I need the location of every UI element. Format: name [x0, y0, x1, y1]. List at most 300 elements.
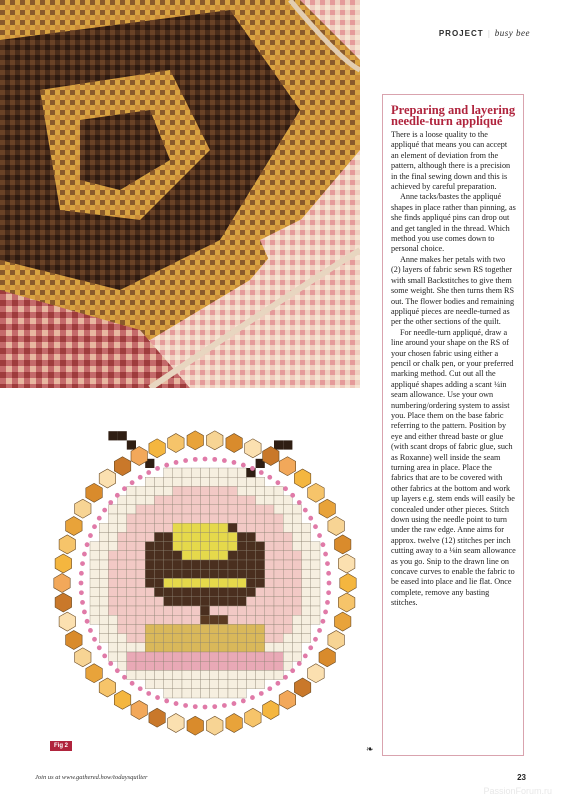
- grid-cell: [302, 606, 311, 615]
- border-hexagon: [263, 701, 279, 720]
- ring-dot: [193, 457, 198, 462]
- grid-cell: [219, 643, 228, 652]
- grid-cell: [108, 542, 117, 551]
- grid-cell: [237, 643, 246, 652]
- grid-cell: [210, 514, 219, 523]
- grid-cell: [246, 496, 255, 505]
- grid-cell: [265, 597, 274, 606]
- grid-cell: [145, 505, 154, 514]
- grid-cell: [136, 496, 145, 505]
- grid-cell: [191, 624, 200, 633]
- page-header: [439, 28, 530, 38]
- grid-cell: [228, 634, 237, 643]
- grid-cell: [127, 560, 136, 569]
- border-hexagon: [131, 701, 147, 720]
- grid-cell: [154, 634, 163, 643]
- border-hexagon: [279, 690, 296, 709]
- grid-cell: [292, 551, 301, 560]
- grid-cell: [292, 588, 301, 597]
- grid-cell: [136, 532, 145, 541]
- grid-cell: [237, 551, 246, 560]
- grid-cell: [90, 588, 99, 597]
- grid-cell: [210, 615, 219, 624]
- grid-cell: [182, 560, 191, 569]
- grid-cell: [182, 514, 191, 523]
- ring-dot: [138, 686, 143, 691]
- grid-cell: [136, 505, 145, 514]
- grid-cell: [228, 652, 237, 661]
- ring-dot: [82, 552, 87, 557]
- grid-cell: [292, 560, 301, 569]
- grid-cell: [219, 670, 228, 679]
- ring-dot: [183, 458, 188, 463]
- grid-cell: [256, 606, 265, 615]
- grid-cell: [246, 670, 255, 679]
- grid-cell: [164, 680, 173, 689]
- grid-cell: [191, 689, 200, 698]
- grid-cell: [99, 542, 108, 551]
- grid-cell: [256, 560, 265, 569]
- border-hexagon: [114, 457, 131, 476]
- grid-cell: [311, 551, 320, 560]
- grid-cell: [302, 624, 311, 633]
- grid-cell: [145, 523, 154, 532]
- border-hexagon: [168, 434, 184, 453]
- grid-cell: [302, 588, 311, 597]
- grid-cell: [164, 634, 173, 643]
- grid-cell: [265, 560, 274, 569]
- border-hexagon: [86, 483, 103, 502]
- grid-cell: [228, 689, 237, 698]
- grid-cell: [154, 523, 163, 532]
- grid-cell: [191, 578, 200, 587]
- grid-cell: [173, 560, 182, 569]
- grid-cell: [274, 523, 283, 532]
- grid-cell: [145, 597, 154, 606]
- grid-cell: [246, 680, 255, 689]
- grid-cell: [219, 689, 228, 698]
- grid-cell: [90, 569, 99, 578]
- grid-cell: [182, 468, 191, 477]
- grid-cell: [219, 496, 228, 505]
- grid-cell: [145, 578, 154, 587]
- grid-cell: [274, 634, 283, 643]
- grid-cell: [246, 588, 255, 597]
- grid-cell: [219, 597, 228, 606]
- grid-cell: [164, 486, 173, 495]
- grid-cell: [182, 569, 191, 578]
- grid-cell: [265, 670, 274, 679]
- grid-cell: [99, 578, 108, 587]
- grid-cell: [228, 523, 237, 532]
- grid-cell: [210, 532, 219, 541]
- grid-cell: [173, 606, 182, 615]
- grid-cell: [127, 661, 136, 670]
- bee-pattern-chart: [46, 418, 364, 736]
- grid-cell: [256, 523, 265, 532]
- grid-cell: [99, 597, 108, 606]
- grid-cell: [173, 514, 182, 523]
- grid-cell: [136, 569, 145, 578]
- ring-dot: [297, 661, 302, 666]
- grid-cell: [118, 588, 127, 597]
- border-hexagon: [59, 535, 75, 554]
- grid-cell: [219, 606, 228, 615]
- grid-cell: [219, 578, 228, 587]
- grid-cell: [256, 569, 265, 578]
- quilt-photo: [0, 0, 360, 388]
- grid-cell: [182, 634, 191, 643]
- grid-cell: [200, 486, 209, 495]
- ring-dot: [297, 500, 302, 505]
- grid-cell: [127, 551, 136, 560]
- grid-cell: [256, 652, 265, 661]
- grid-cell: [246, 615, 255, 624]
- grid-cell: [200, 551, 209, 560]
- border-hexagon: [226, 714, 242, 733]
- ring-dot: [164, 699, 169, 704]
- grid-cell: [256, 477, 265, 486]
- grid-cell: [219, 551, 228, 560]
- grid-cell: [219, 486, 228, 495]
- grid-cell: [237, 652, 246, 661]
- grid-cell: [292, 652, 301, 661]
- figure-label: Fig 2: [50, 741, 72, 751]
- grid-cell: [283, 643, 292, 652]
- grid-cell: [136, 523, 145, 532]
- grid-cell: [191, 606, 200, 615]
- grid-cell: [191, 505, 200, 514]
- grid-cell: [136, 606, 145, 615]
- grid-cell: [228, 468, 237, 477]
- grid-cell: [265, 542, 274, 551]
- grid-cell: [210, 486, 219, 495]
- grid-cell: [200, 689, 209, 698]
- ring-dot: [79, 571, 84, 576]
- grid-cell: [210, 578, 219, 587]
- grid-cell: [265, 661, 274, 670]
- grid-cell: [274, 560, 283, 569]
- grid-cell: [145, 670, 154, 679]
- grid-cell: [237, 514, 246, 523]
- grid-cell: [182, 505, 191, 514]
- ring-dot: [326, 590, 331, 595]
- border-hexagon: [187, 716, 204, 735]
- grid-cell: [118, 634, 127, 643]
- grid-cell: [292, 597, 301, 606]
- grid-cell: [265, 615, 274, 624]
- grid-cell: [154, 569, 163, 578]
- grid-cell: [210, 477, 219, 486]
- grid-cell: [200, 523, 209, 532]
- border-hexagon: [149, 439, 165, 458]
- grid-cell: [283, 523, 292, 532]
- border-hexagon: [187, 431, 204, 450]
- border-hexagon: [54, 574, 70, 593]
- grid-cell: [173, 624, 182, 633]
- grid-cell: [256, 578, 265, 587]
- grid-cell: [292, 615, 301, 624]
- grid-cell: [173, 523, 182, 532]
- grid-cell: [210, 505, 219, 514]
- ring-dot: [326, 571, 331, 576]
- grid-cell: [136, 588, 145, 597]
- grid-cell: [99, 588, 108, 597]
- article-paragraph-2: Anne tacks/bastes the appliqué shapes in place rather than pinning, as she finds appliqué pins can drop out and get tangled in the thread. Which method you use comes down to personal choice.: [391, 192, 516, 254]
- grid-cell: [182, 477, 191, 486]
- grid-cell: [200, 514, 209, 523]
- watermark: PassionForum.ru: [483, 786, 552, 796]
- grid-cell: [219, 477, 228, 486]
- grid-cell: [136, 486, 145, 495]
- grid-cell: [164, 615, 173, 624]
- ring-dot: [174, 460, 179, 465]
- grid-cell: [127, 643, 136, 652]
- border-hexagon: [168, 714, 184, 733]
- grid-cell: [210, 496, 219, 505]
- grid-cell: [228, 569, 237, 578]
- grid-cell: [154, 615, 163, 624]
- grid-cell: [90, 560, 99, 569]
- grid-cell: [99, 569, 108, 578]
- grid-cell: [154, 486, 163, 495]
- grid-cell: [210, 551, 219, 560]
- grid-cell: [237, 615, 246, 624]
- grid-cell: [292, 624, 301, 633]
- grid-cell: [154, 606, 163, 615]
- grid-cell: [200, 652, 209, 661]
- grid-cell: [246, 597, 255, 606]
- grid-cell: [90, 551, 99, 560]
- grid-cell: [145, 532, 154, 541]
- ring-dot: [313, 637, 318, 642]
- ring-dot: [138, 475, 143, 480]
- ring-dot: [308, 516, 313, 521]
- border-hexagon: [99, 678, 115, 697]
- grid-cell: [182, 486, 191, 495]
- grid-cell: [274, 551, 283, 560]
- grid-cell: [164, 578, 173, 587]
- grid-cell: [118, 532, 127, 541]
- grid-cell: [191, 551, 200, 560]
- grid-cell: [228, 597, 237, 606]
- grid-cell: [164, 477, 173, 486]
- grid-cell: [136, 560, 145, 569]
- grid-cell: [283, 560, 292, 569]
- grid-cell: [256, 496, 265, 505]
- grid-cell: [228, 505, 237, 514]
- grid-cell: [265, 652, 274, 661]
- grid-cell: [164, 569, 173, 578]
- border-hexagon: [245, 708, 261, 727]
- grid-cell: [283, 514, 292, 523]
- grid-cell: [191, 496, 200, 505]
- grid-cell: [256, 643, 265, 652]
- grid-cell: [265, 505, 274, 514]
- grid-cell: [265, 588, 274, 597]
- border-hexagon: [308, 664, 325, 683]
- grid-cell: [246, 624, 255, 633]
- grid-cell: [154, 505, 163, 514]
- grid-cell: [265, 532, 274, 541]
- grid-cell: [164, 496, 173, 505]
- ring-dot: [130, 681, 135, 686]
- ring-dot: [80, 561, 85, 566]
- grid-cell: [118, 643, 127, 652]
- grid-cell: [127, 523, 136, 532]
- grid-cell: [127, 578, 136, 587]
- grid-cell: [246, 634, 255, 643]
- grid-cell: [302, 551, 311, 560]
- grid-cell: [164, 542, 173, 551]
- ring-dot: [85, 619, 90, 624]
- grid-cell: [164, 588, 173, 597]
- grid-cell: [283, 615, 292, 624]
- grid-cell: [127, 542, 136, 551]
- grid-cell: [118, 560, 127, 569]
- grid-cell: [164, 643, 173, 652]
- grid-cell: [154, 652, 163, 661]
- grid-cell: [108, 634, 117, 643]
- border-hexagon: [99, 469, 115, 488]
- grid-cell: [265, 624, 274, 633]
- grid-cell: [302, 523, 311, 532]
- grid-cell: [274, 670, 283, 679]
- ring-dot: [85, 542, 90, 547]
- grid-cell: [237, 468, 246, 477]
- ring-dot: [88, 533, 93, 538]
- grid-cell: [136, 643, 145, 652]
- grid-cell: [274, 643, 283, 652]
- grid-cell: [173, 569, 182, 578]
- grid-cell: [145, 624, 154, 633]
- grid-cell: [164, 468, 173, 477]
- ring-dot: [232, 460, 237, 465]
- grid-cell: [292, 532, 301, 541]
- ring-dot: [321, 619, 326, 624]
- grid-cell: [246, 661, 255, 670]
- grid-cell: [210, 634, 219, 643]
- grid-cell: [127, 624, 136, 633]
- grid-cell: [210, 624, 219, 633]
- grid-cell: [90, 615, 99, 624]
- grid-cell: [292, 578, 301, 587]
- grid-cell: [302, 578, 311, 587]
- grid-cell: [136, 542, 145, 551]
- grid-cell: [219, 560, 228, 569]
- ring-dot: [155, 695, 160, 700]
- grid-cell: [246, 523, 255, 532]
- border-hexagon: [207, 716, 224, 735]
- grid-cell: [127, 532, 136, 541]
- grid-cell: [237, 597, 246, 606]
- grid-cell: [173, 634, 182, 643]
- border-hexagon: [335, 612, 351, 631]
- grid-cell: [256, 634, 265, 643]
- grid-cell: [164, 661, 173, 670]
- grid-cell: [265, 634, 274, 643]
- grid-cell: [145, 652, 154, 661]
- grid-cell: [292, 514, 301, 523]
- grid-cell: [108, 505, 117, 514]
- grid-cell: [292, 505, 301, 514]
- grid-cell: [191, 643, 200, 652]
- grid-cell: [246, 643, 255, 652]
- grid-cell: [237, 670, 246, 679]
- grid-cell: [164, 597, 173, 606]
- grid-cell: [200, 532, 209, 541]
- grid-cell: [191, 523, 200, 532]
- ring-dot: [283, 486, 288, 491]
- grid-cell: [283, 532, 292, 541]
- grid-cell: [145, 661, 154, 670]
- ring-dot: [97, 516, 102, 521]
- grid-cell: [136, 615, 145, 624]
- grid-cell: [200, 606, 209, 615]
- grid-cell: [228, 532, 237, 541]
- ring-dot: [222, 703, 227, 708]
- grid-cell: [256, 597, 265, 606]
- grid-cell: [302, 634, 311, 643]
- grid-cell: [173, 505, 182, 514]
- grid-cell: [246, 578, 255, 587]
- grid-cell: [246, 551, 255, 560]
- border-hexagon: [114, 690, 131, 709]
- grid-cell: [145, 615, 154, 624]
- grid-cell: [237, 496, 246, 505]
- grid-cell: [182, 523, 191, 532]
- grid-cell: [191, 560, 200, 569]
- grid-cell: [108, 560, 117, 569]
- grid-cell: [237, 560, 246, 569]
- grid-cell: [136, 624, 145, 633]
- grid-cell: [182, 652, 191, 661]
- page-number: 23: [517, 773, 526, 782]
- grid-cell: [173, 597, 182, 606]
- grid-cell: [228, 486, 237, 495]
- ring-dot: [115, 493, 120, 498]
- grid-cell: [302, 532, 311, 541]
- grid-cell: [302, 560, 311, 569]
- ring-dot: [323, 610, 328, 615]
- grid-cell: [164, 689, 173, 698]
- border-hexagon: [279, 457, 296, 476]
- grid-cell: [219, 468, 228, 477]
- grid-cell: [274, 615, 283, 624]
- grid-cell: [210, 523, 219, 532]
- ring-dot: [222, 458, 227, 463]
- grid-cell: [274, 606, 283, 615]
- grid-cell: [292, 643, 301, 652]
- grid-cell: [108, 597, 117, 606]
- grid-cell: [256, 588, 265, 597]
- ring-dot: [193, 704, 198, 709]
- grid-cell: [302, 569, 311, 578]
- grid-cell: [127, 486, 136, 495]
- grid-cell: [99, 551, 108, 560]
- grid-cell: [274, 597, 283, 606]
- ring-dot: [275, 681, 280, 686]
- grid-cell: [292, 569, 301, 578]
- grid-cell: [108, 624, 117, 633]
- grid-cell: [237, 532, 246, 541]
- grid-cell: [154, 532, 163, 541]
- grid-cell: [256, 542, 265, 551]
- grid-cell: [237, 569, 246, 578]
- grid-cell: [154, 661, 163, 670]
- border-hexagon: [75, 499, 91, 518]
- grid-cell: [173, 643, 182, 652]
